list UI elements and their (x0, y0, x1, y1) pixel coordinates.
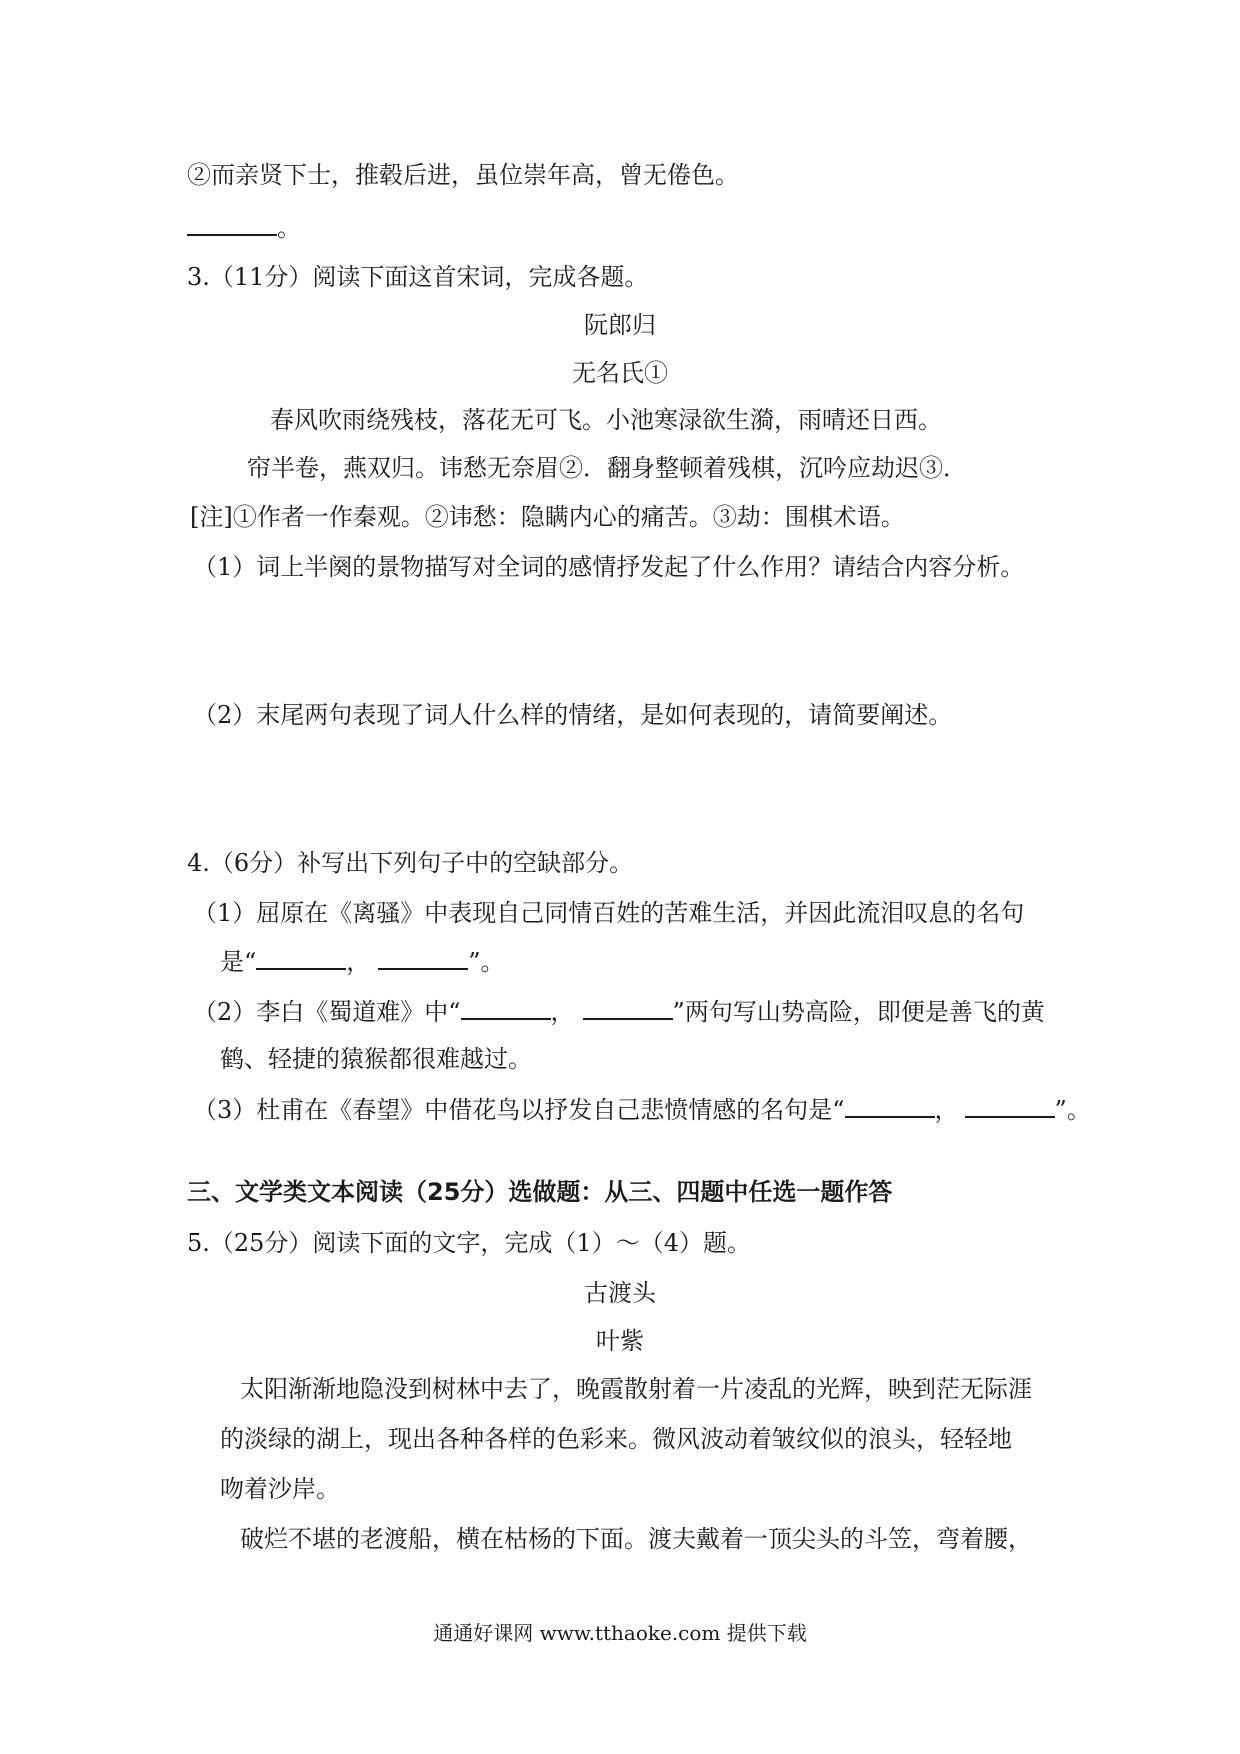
poem-note: [注]①作者一作秦观。②讳愁：隐瞒内心的痛苦。③劫：围棋术语。 (190, 503, 905, 531)
text-segment: ”。 (468, 948, 505, 976)
answer-blank[interactable] (461, 996, 551, 1020)
answer-blank[interactable] (378, 946, 468, 970)
story-paragraph-1-line-3: 吻着沙岸。 (220, 1475, 340, 1503)
q2-item-2: ②而亲贤下士，推毂后进，虽位崇年高，曾无倦色。 (187, 161, 739, 189)
q5-header: 5.（25分）阅读下面的文字，完成（1）～（4）题。 (187, 1229, 751, 1257)
text-segment: ”两句写山势高险，即便是善飞的黄 (672, 998, 1045, 1026)
text-segment: ， (346, 948, 371, 976)
poem-title: 阮郎归 (584, 311, 656, 339)
answer-blank[interactable] (965, 1094, 1055, 1118)
answer-blank[interactable] (187, 212, 277, 236)
story-paragraph-2-line-1: 破烂不堪的老渡船，横在枯杨的下面。渡夫戴着一顶尖头的斗笠，弯着腰， (240, 1525, 1032, 1553)
q4-sub-question-1-line-2 (220, 946, 505, 977)
q4-sub-question-3 (193, 1094, 1091, 1125)
q2-end-mark: 。 (277, 214, 301, 242)
q3-sub-question-1: （1）词上半阕的景物描写对全词的感情抒发起了什么作用？请结合内容分析。 (193, 553, 1025, 581)
text-segment: ， (934, 1096, 959, 1124)
text-segment: 是“ (220, 948, 257, 976)
page-footer: 通通好课网 www.tthaoke.com 提供下载 (433, 1621, 807, 1645)
answer-blank[interactable] (845, 1094, 935, 1118)
text-segment: （3）杜甫在《春望》中借花鸟以抒发自己悲愤情感的名句是“ (193, 1096, 845, 1124)
story-paragraph-1-line-2: 的淡绿的湖上，现出各种各样的色彩来。微风波动着皱纹似的浪头，轻轻地 (220, 1425, 1012, 1453)
answer-blank[interactable] (583, 996, 673, 1020)
story-title: 古渡头 (584, 1279, 656, 1307)
text-segment: ”。 (1054, 1096, 1091, 1124)
q4-sub-question-2-line-2: 鹤、轻捷的猿猴都很难越过。 (220, 1045, 532, 1073)
q2-answer-line (187, 212, 301, 243)
q4-sub-question-2-line-1 (193, 996, 1045, 1027)
q4-sub-question-1-line-1: （1）屈原在《离骚》中表现自己同情百姓的苦难生活，并因此流泪叹息的名句 (193, 899, 1025, 927)
text-segment: ， (550, 998, 575, 1026)
q3-header: 3.（11分）阅读下面这首宋词，完成各题。 (187, 263, 649, 291)
answer-blank[interactable] (256, 946, 346, 970)
story-paragraph-1-line-1: 太阳渐渐地隐没到树林中去了，晚霞散射着一片凌乱的光辉，映到茫无际涯 (240, 1375, 1032, 1403)
text-segment: （2）李白《蜀道难》中“ (193, 998, 461, 1026)
poem-line-2: 帘半卷，燕双归。讳愁无奈眉②．翻身整顿着残棋，沉吟应劫迟③． (247, 454, 967, 482)
q3-sub-question-2: （2）末尾两句表现了词人什么样的情绪，是如何表现的，请简要阐述。 (193, 701, 953, 729)
poem-author: 无名氏① (572, 359, 668, 387)
story-author: 叶紫 (596, 1327, 644, 1355)
section-3-heading: 三、文学类文本阅读（25分）选做题：从三、四题中任选一题作答 (187, 1178, 893, 1206)
q4-header: 4.（6分）补写出下列句子中的空缺部分。 (187, 849, 634, 877)
poem-line-1: 春风吹雨绕残枝，落花无可飞。小池寒渌欲生漪，雨晴还日西。 (270, 406, 942, 434)
